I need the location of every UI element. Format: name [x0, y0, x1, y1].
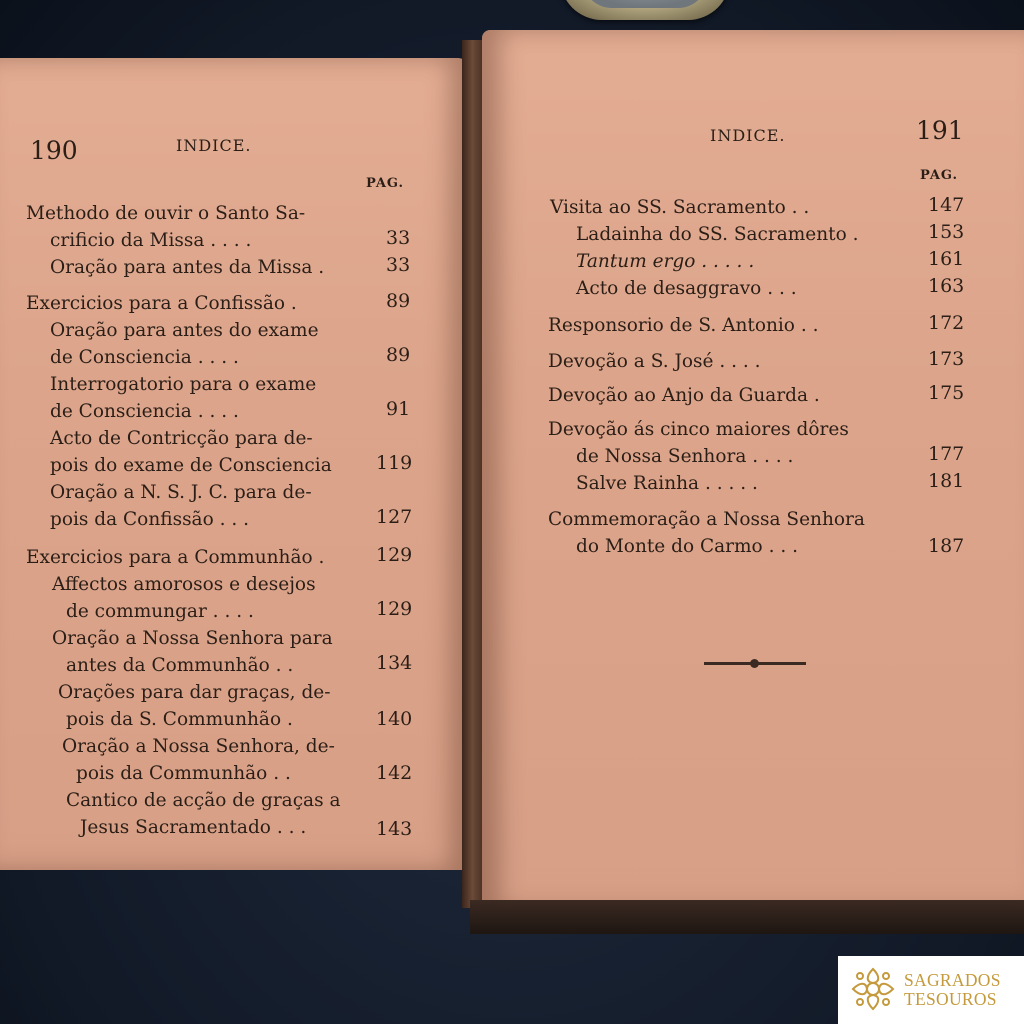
- toc-page-number: 140: [376, 708, 413, 730]
- toc-entry: Cantico de acção de graças a: [66, 790, 341, 811]
- toc-page-number: 163: [928, 275, 965, 297]
- watermark-logo: [838, 956, 1024, 1024]
- left-folio: 190: [30, 136, 78, 165]
- right-header: INDICE.: [710, 126, 786, 145]
- toc-entry: Oração a Nossa Senhora, de-: [62, 736, 335, 757]
- toc-entry: Acto de Contricção para de-: [50, 428, 313, 449]
- toc-page-number: 33: [386, 227, 411, 249]
- right-pag-label: PAG.: [920, 168, 959, 183]
- toc-entry: Methodo de ouvir o Santo Sa-: [26, 203, 306, 224]
- toc-entry: Exercicios para a Communhão .: [26, 547, 325, 568]
- toc-page-number: 177: [928, 443, 965, 465]
- toc-page-number: 173: [928, 348, 965, 370]
- toc-entry: Responsorio de S. Antonio . .: [548, 315, 819, 336]
- toc-entry: antes da Communhão . .: [66, 655, 294, 676]
- toc-entry: Visita ao SS. Sacramento . .: [550, 197, 810, 218]
- toc-page-number: 129: [376, 544, 413, 566]
- toc-entry: de commungar . . . .: [66, 601, 254, 622]
- ornament-logo-icon: [850, 966, 896, 1012]
- toc-entry: de Consciencia . . . .: [50, 401, 239, 422]
- watermark-line2: TESOUROS: [904, 989, 997, 1009]
- watermark-line1: SAGRADOS: [904, 970, 1001, 990]
- toc-entry: de Nossa Senhora . . . .: [576, 446, 794, 467]
- toc-page-number: 147: [928, 194, 965, 216]
- toc-entry: pois da S. Communhão .: [66, 709, 293, 730]
- right-folio: 191: [916, 116, 964, 145]
- toc-entry: pois da Confissão . . .: [50, 509, 250, 530]
- toc-page-number: 134: [376, 652, 413, 674]
- watermark-text: [904, 971, 1001, 1009]
- toc-entry: Exercicios para a Confissão .: [26, 293, 297, 314]
- toc-entry: Tantum ergo . . . . .: [576, 251, 755, 272]
- toc-page-number: 89: [386, 344, 411, 366]
- toc-page-number: 143: [376, 818, 413, 840]
- toc-entry: Orações para dar graças, de-: [58, 682, 331, 703]
- toc-entry: Devoção ao Anjo da Guarda .: [548, 385, 820, 406]
- toc-entry: Oração a Nossa Senhora para: [52, 628, 333, 649]
- toc-entry: Interrogatorio para o exame: [50, 374, 317, 395]
- coin: [560, 0, 730, 20]
- toc-page-number: 181: [928, 470, 965, 492]
- toc-entry: Commemoração a Nossa Senhora: [548, 509, 865, 530]
- toc-page-number: 172: [928, 312, 965, 334]
- toc-page-number: 119: [376, 452, 413, 474]
- toc-entry: crificio da Missa . . . .: [50, 230, 252, 251]
- toc-entry: Jesus Sacramentado . . .: [80, 817, 307, 838]
- toc-entry: Acto de desaggravo . . .: [576, 278, 797, 299]
- toc-page-number: 175: [928, 382, 965, 404]
- toc-entry: pois da Communhão . .: [76, 763, 291, 784]
- ornament-divider: [704, 662, 806, 665]
- toc-page-number: 129: [376, 598, 413, 620]
- toc-page-number: 161: [928, 248, 965, 270]
- toc-page-number: 187: [928, 535, 965, 557]
- toc-entry: do Monte do Carmo . . .: [576, 536, 798, 557]
- book-cover-edge: [470, 900, 1024, 934]
- left-header: INDICE.: [176, 136, 252, 155]
- toc-page-number: 91: [386, 398, 411, 420]
- toc-entry: Salve Rainha . . . . .: [576, 473, 758, 494]
- toc-entry: de Consciencia . . . .: [50, 347, 239, 368]
- toc-page-number: 33: [386, 254, 411, 276]
- left-page: [0, 58, 468, 870]
- left-pag-label: PAG.: [366, 176, 405, 191]
- toc-page-number: 89: [386, 290, 411, 312]
- toc-page-number: 142: [376, 762, 413, 784]
- toc-entry: Ladainha do SS. Sacramento .: [576, 224, 859, 245]
- toc-entry: Oração para antes da Missa .: [50, 257, 325, 278]
- toc-entry: Oração a N. S. J. C. para de-: [50, 482, 312, 503]
- toc-page-number: 127: [376, 506, 413, 528]
- toc-entry: pois do exame de Consciencia: [50, 455, 332, 476]
- toc-page-number: 153: [928, 221, 965, 243]
- toc-entry: Oração para antes do exame: [50, 320, 319, 341]
- toc-entry: Affectos amorosos e desejos: [52, 574, 316, 595]
- toc-entry: Devoção a S. José . . . .: [548, 351, 761, 372]
- right-page: [482, 30, 1024, 910]
- toc-entry: Devoção ás cinco maiores dôres: [548, 419, 849, 440]
